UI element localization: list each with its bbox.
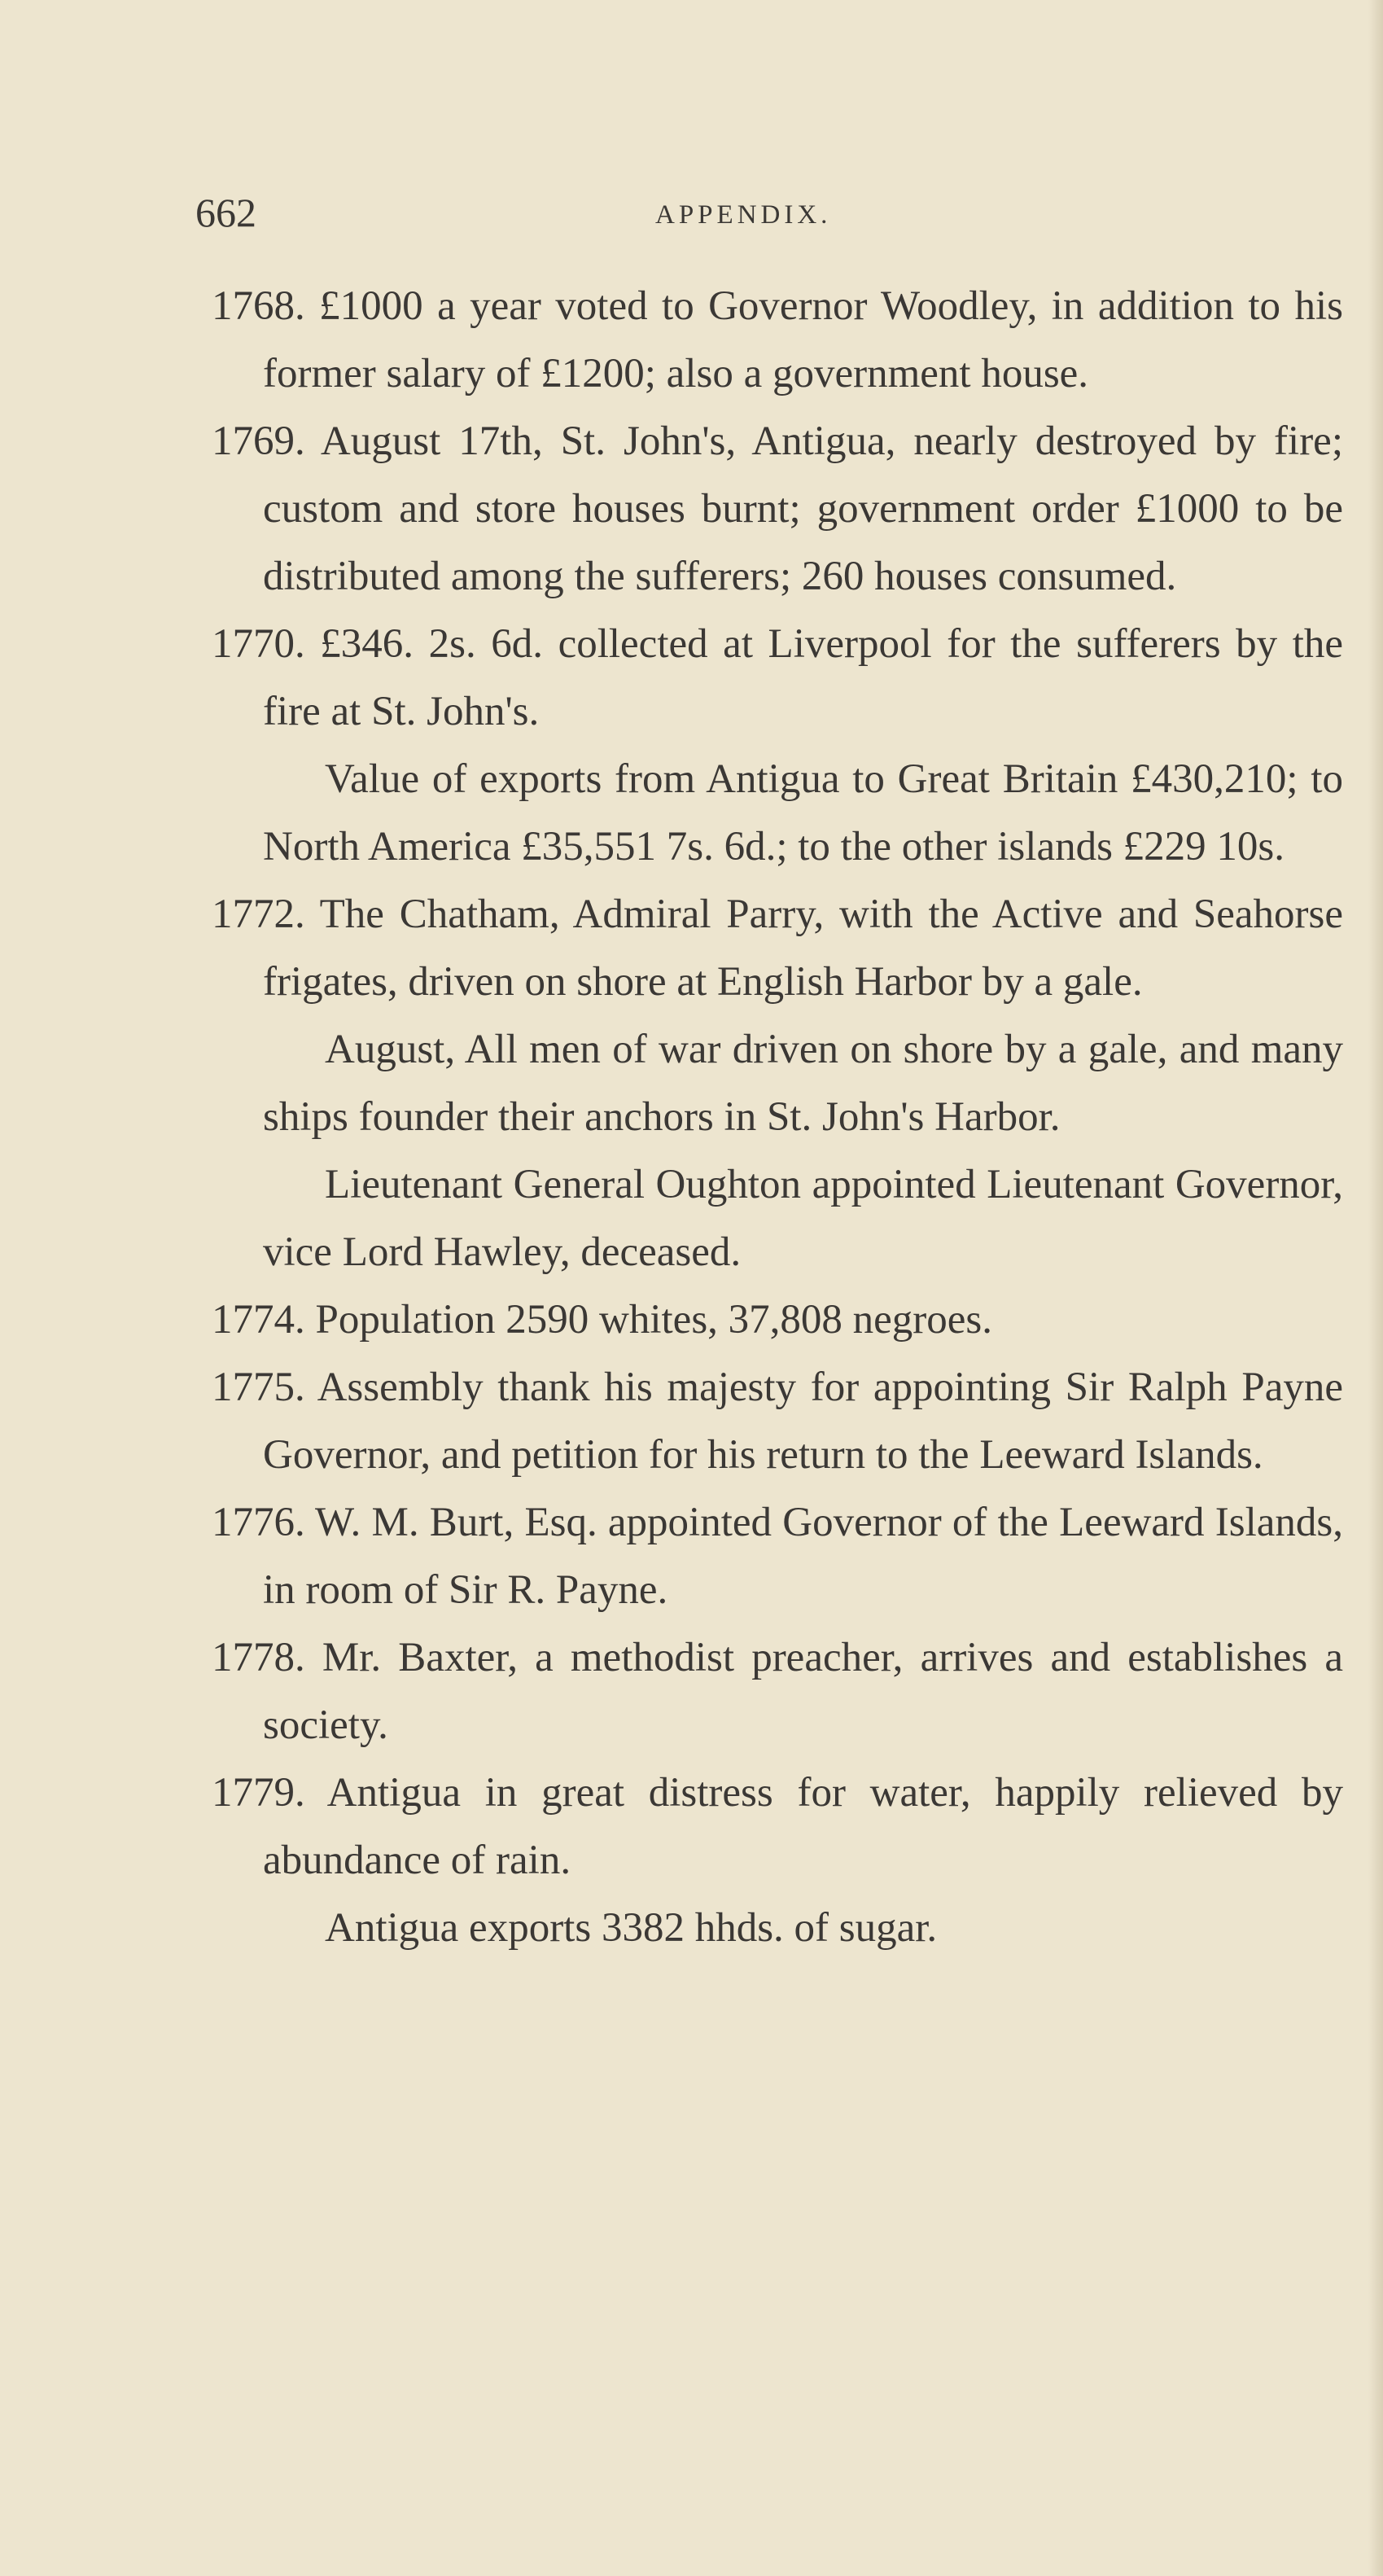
page-edge bbox=[1368, 0, 1383, 2576]
chronology-entry-1774: 1774. Population 2590 whites, 37,808 negroes. bbox=[212, 1297, 993, 1343]
chronology-paragraph-august-gale: August, All men of war driven on shore by a gale, and many ships founder their anchors in St. John's Harbor. bbox=[263, 1027, 1343, 1140]
chronology-entry-1769: 1769. August 17th, St. John's, Antigua, nearly destroyed by fire; custom and store houses burnt; government order £1000 to be distributed among the sufferers; 260 houses consumed. bbox=[212, 418, 1343, 599]
chronology-entry-1775: 1775. Assembly thank his majesty for appointing Sir Ralph Payne Governor, and petition for his return to the Leeward Islands. bbox=[212, 1365, 1343, 1478]
chronology-entry-1772: 1772. The Chatham, Admiral Parry, with the Active and Seahorse frigates, driven on shore at English Harbor by a gale. bbox=[212, 892, 1343, 1005]
chronology-entry-1768: 1768. £1000 a year voted to Governor Woodley, in addition to his former salary of £1200; also a government house. bbox=[212, 283, 1343, 396]
chronology-paragraph-sugar-exports: Antigua exports 3382 hhds. of sugar. bbox=[325, 1905, 938, 1951]
chronology-entry-1779: 1779. Antigua in great distress for water, happily relieved by abundance of rain. bbox=[212, 1770, 1343, 1883]
chronology-entry-1770: 1770. £346. 2s. 6d. collected at Liverpool for the sufferers by the fire at St. John's. bbox=[212, 621, 1343, 734]
chronology-paragraph-exports: Value of exports from Antigua to Great Britain £430,210; to North America £35,551 7s. 6d.; to the other islands £229 10s. bbox=[263, 756, 1343, 870]
running-head: APPENDIX. bbox=[655, 200, 832, 230]
chronology-paragraph-oughton: Lieutenant General Oughton appointed Lieutenant Governor, vice Lord Hawley, deceased. bbox=[263, 1162, 1343, 1275]
page-number: 662 bbox=[195, 190, 256, 235]
chronology-entry-1778: 1778. Mr. Baxter, a methodist preacher, arrives and establishes a society. bbox=[212, 1635, 1343, 1748]
page-header bbox=[195, 184, 1335, 241]
page-body bbox=[212, 273, 1343, 1962]
chronology-entry-1776: 1776. W. M. Burt, Esq. appointed Governor of the Leeward Islands, in room of Sir R. Payne. bbox=[212, 1500, 1343, 1613]
